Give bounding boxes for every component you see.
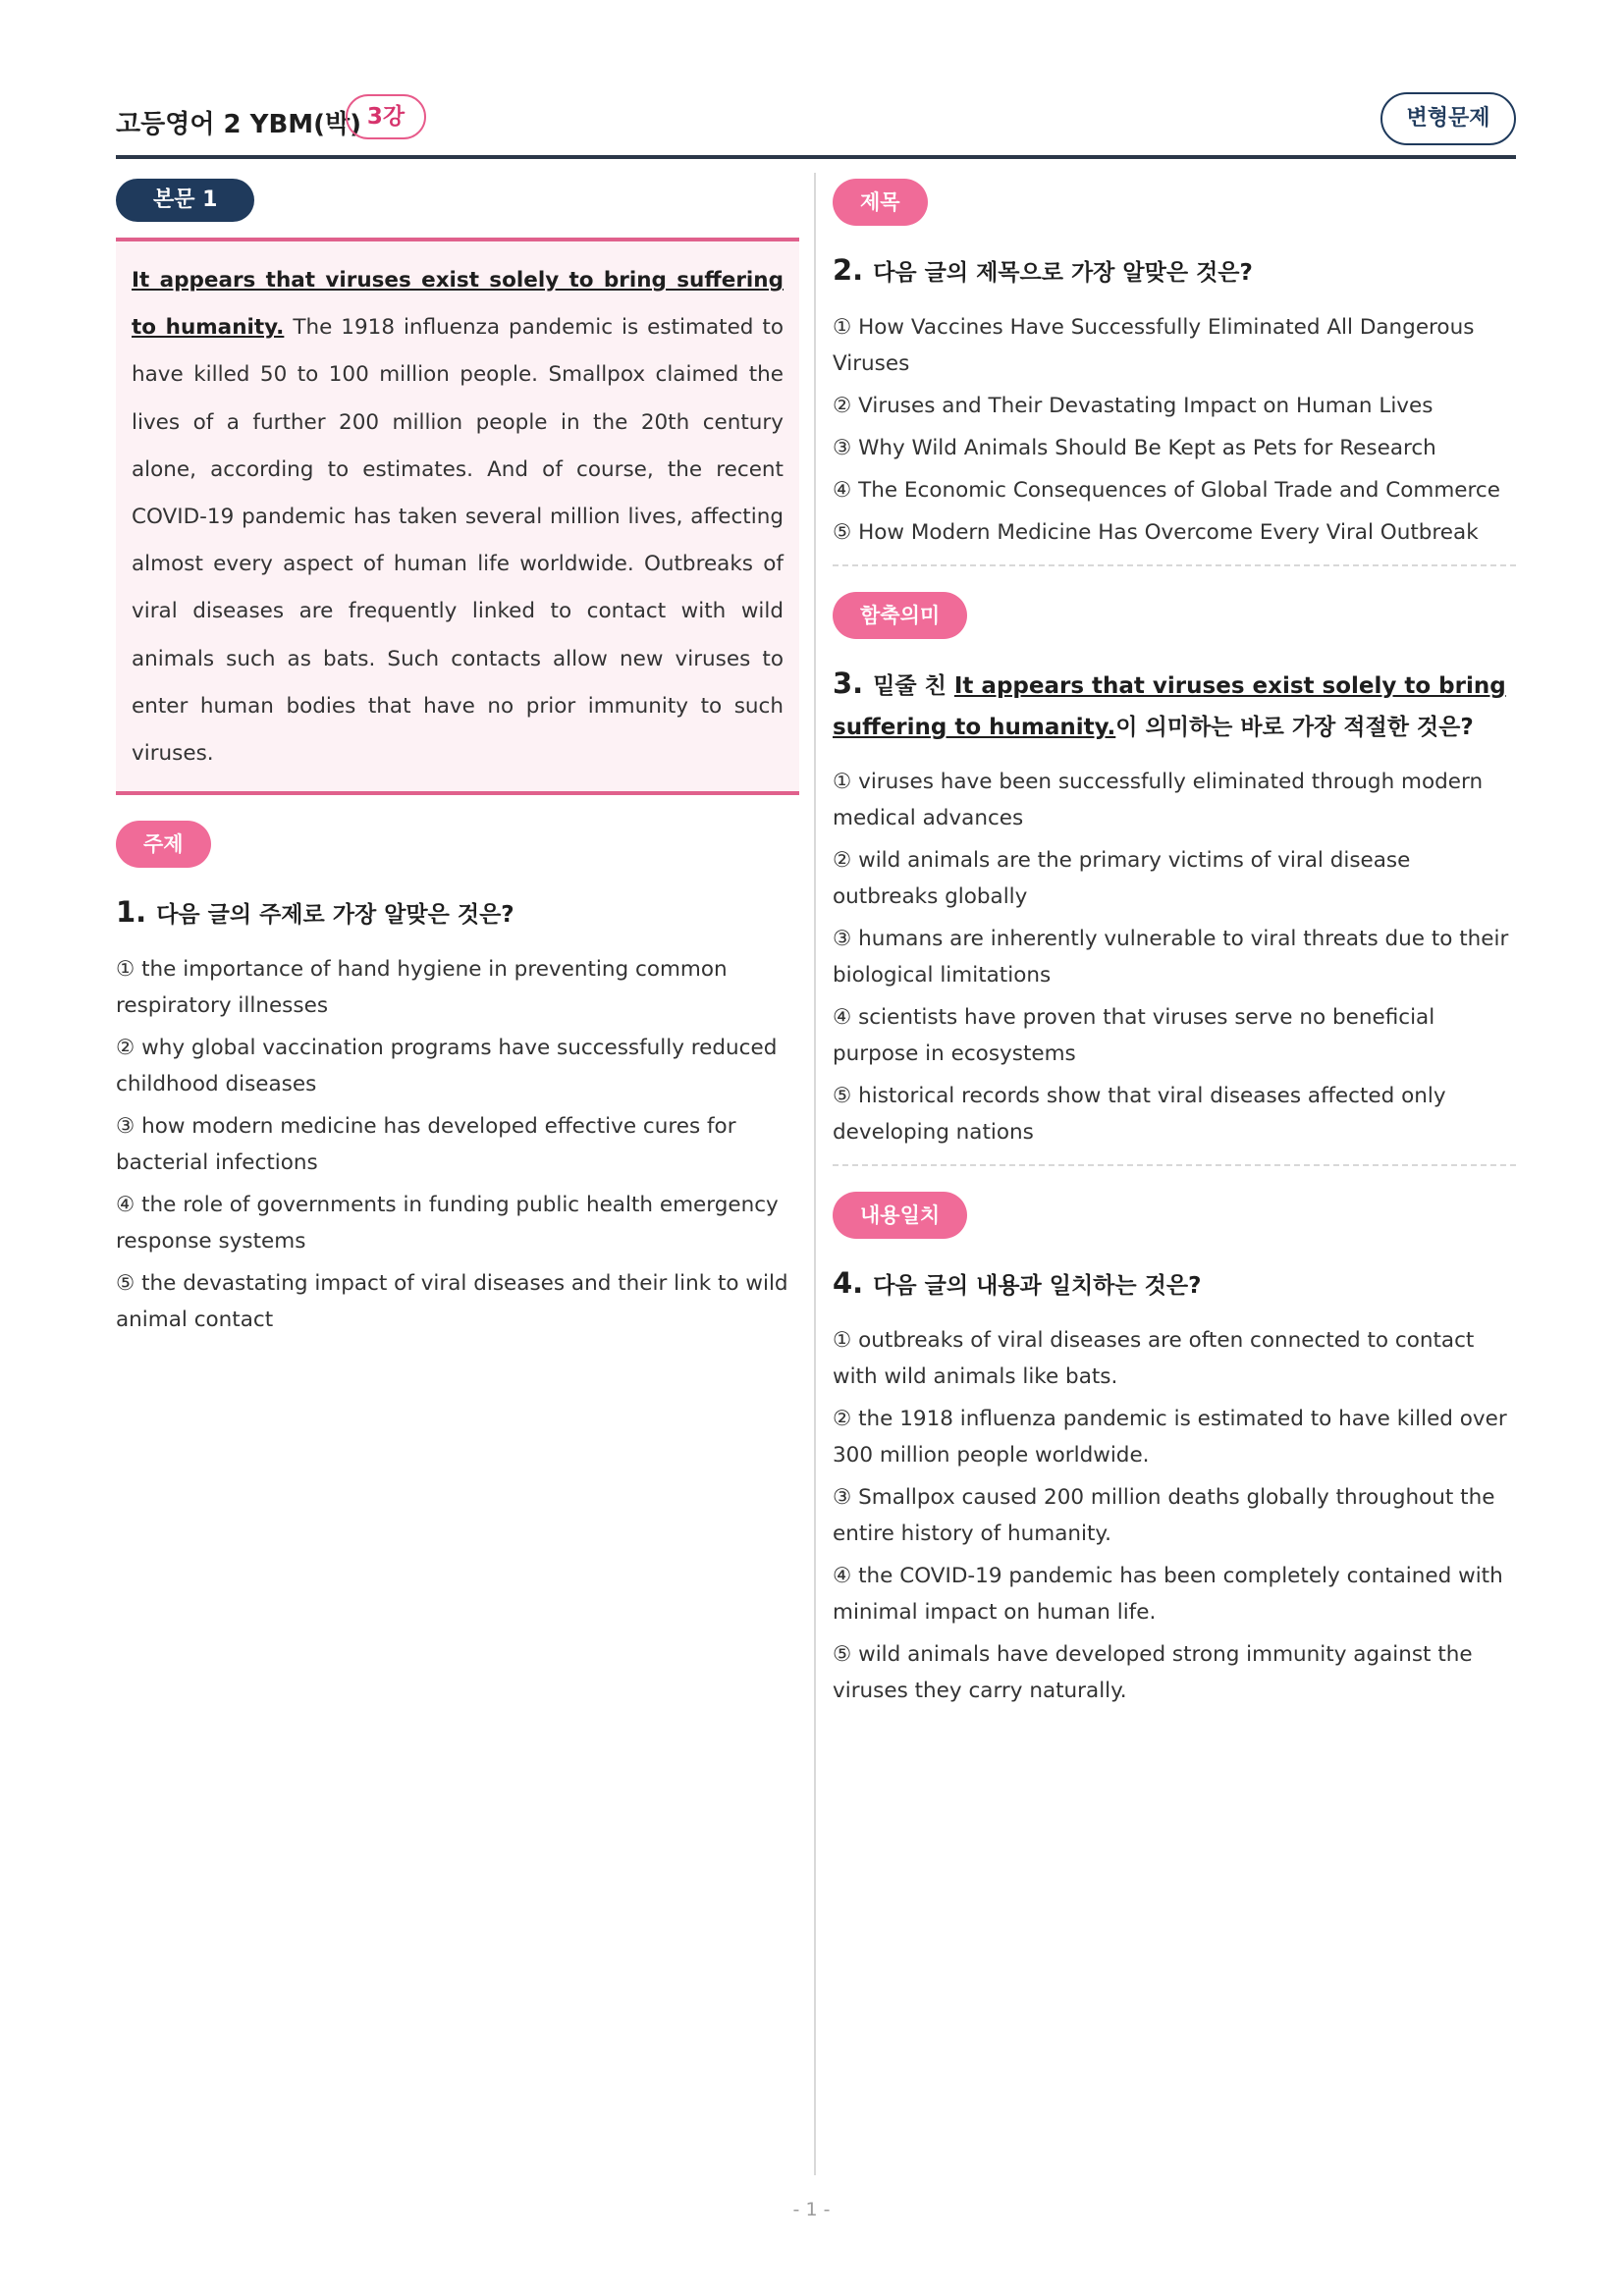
option[interactable]: ④ the COVID-19 pandemic has been completely contained with minimal impact on human life.: [833, 1564, 1503, 1625]
question-1-text: 다음 글의 주제로 가장 알맞은 것은?: [156, 902, 514, 929]
question-3-prompt: [833, 663, 1516, 748]
question-2-number: 2.: [833, 253, 864, 287]
question-4-badge: 내용일치: [833, 1192, 967, 1239]
section-separator: [833, 564, 1516, 566]
question-4: [833, 1192, 1516, 1709]
header-rule: [116, 155, 1516, 159]
question-2-prompt: [833, 249, 1516, 294]
option[interactable]: ④ the role of governments in funding public health emergency response systems: [116, 1193, 779, 1255]
option[interactable]: ① viruses have been successfully eliminated through modern medical advances: [833, 770, 1484, 830]
header-title: 고등영어 2 YBM(박): [116, 110, 362, 139]
question-2: [833, 179, 1516, 551]
question-2-options: [833, 309, 1516, 551]
question-1-badge: 주제: [116, 821, 211, 868]
option[interactable]: ⑤ the devastating impact of viral diseases and their link to wild animal contact: [116, 1271, 788, 1333]
question-3-suffix: 이 의미하는 바로 가장 적절한 것은?: [1115, 715, 1474, 740]
passage-text: [132, 257, 784, 777]
question-4-number: 4.: [833, 1266, 864, 1300]
option[interactable]: ① the importance of hand hygiene in preventing common respiratory illnesses: [116, 957, 728, 1019]
question-3-number: 3.: [833, 667, 864, 700]
option[interactable]: ③ Smallpox caused 200 million deaths globally throughout the entire history of humanity.: [833, 1485, 1495, 1546]
passage-badge: 본문 1: [116, 179, 254, 222]
question-2-text: 다음 글의 제목으로 가장 알맞은 것은?: [873, 260, 1253, 286]
right-column: [833, 179, 1516, 1715]
question-3-badge: 함축의미: [833, 592, 967, 639]
passage-lead-sentence: It appears that viruses exist solely to bring suffering to humanity.: [132, 268, 784, 341]
question-4-options: [833, 1322, 1516, 1709]
question-1: [116, 821, 799, 1338]
question-1-number: 1.: [116, 895, 147, 930]
question-2-badge: 제목: [833, 179, 928, 226]
variant-badge: 변형문제: [1380, 92, 1516, 145]
section-separator: [833, 1164, 1516, 1166]
question-3-options: [833, 764, 1516, 1150]
page-header: [116, 94, 1516, 159]
question-3-underlined: It appears that viruses exist solely to bring suffering to humanity.: [833, 673, 1506, 740]
question-3: [833, 592, 1516, 1150]
passage-box: [116, 238, 799, 795]
question-1-options: [116, 951, 799, 1338]
question-4-text: 다음 글의 내용과 일치하는 것은?: [873, 1273, 1202, 1299]
passage-body: The 1918 influenza pandemic is estimated to have killed 50 to 100 million people. Smallpox claimed the lives of a further 200 million people in the 20th century alone, according to estimates. And of course, the recent COVID-19 pandemic has taken several million lives, affecting almost every aspect of human life worldwide. Outbreaks of viral diseases are frequently linked to contact with wild animals such as bats. Such contacts allow new viruses to enter human bodies that have no prior immunity to such viruses.: [132, 315, 784, 767]
option[interactable]: ② why global vaccination programs have successfully reduced childhood diseases: [116, 1036, 778, 1097]
option[interactable]: ① outbreaks of viral diseases are often connected to contact with wild animals like bats.: [833, 1328, 1475, 1389]
option[interactable]: ③ Why Wild Animals Should Be Kept as Pets for Research: [833, 436, 1436, 460]
question-4-prompt: [833, 1262, 1516, 1307]
option[interactable]: ⑤ wild animals have developed strong immunity against the viruses they carry naturally.: [833, 1642, 1473, 1703]
lesson-badge: 3강: [346, 94, 426, 139]
option[interactable]: ⑤ historical records show that viral diseases affected only developing nations: [833, 1084, 1446, 1145]
option[interactable]: ④ scientists have proven that viruses serve no beneficial purpose in ecosystems: [833, 1005, 1435, 1066]
option[interactable]: ③ how modern medicine has developed effective cures for bacterial infections: [116, 1114, 736, 1176]
question-3-prefix: 밑줄 친: [873, 673, 954, 699]
option[interactable]: ⑤ How Modern Medicine Has Overcome Every Viral Outbreak: [833, 520, 1479, 545]
page-number: - 1 -: [792, 2199, 831, 2220]
option[interactable]: ① How Vaccines Have Successfully Eliminated All Dangerous Viruses: [833, 315, 1475, 376]
column-divider: [814, 173, 816, 2175]
option[interactable]: ② wild animals are the primary victims of viral disease outbreaks globally: [833, 848, 1411, 909]
option[interactable]: ③ humans are inherently vulnerable to viral threats due to their biological limitations: [833, 927, 1509, 988]
question-1-prompt: [116, 891, 799, 935]
option[interactable]: ② Viruses and Their Devastating Impact on Human Lives: [833, 394, 1434, 418]
left-column: [116, 179, 799, 1344]
option[interactable]: ② the 1918 influenza pandemic is estimated to have killed over 300 million people worldwide.: [833, 1407, 1507, 1468]
option[interactable]: ④ The Economic Consequences of Global Trade and Commerce: [833, 478, 1500, 503]
